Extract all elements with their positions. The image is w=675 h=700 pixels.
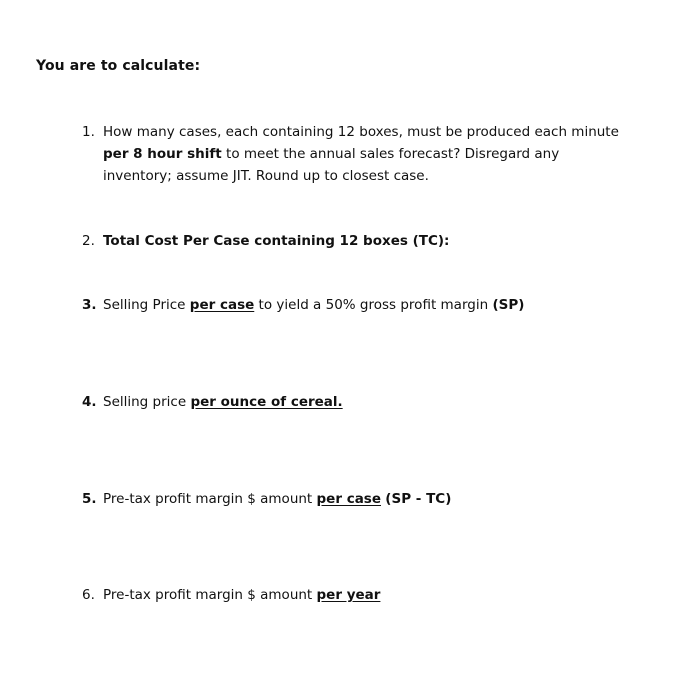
question-4-emphasis: per ounce of cereal. <box>190 394 343 410</box>
question-3-label: (SP) <box>492 297 525 313</box>
question-2-number: 2. <box>82 233 95 249</box>
question-1-line-3: inventory; assume JIT. Round up to closest case. <box>103 168 429 184</box>
question-3-text-a: Selling Price <box>103 297 190 313</box>
question-2 <box>82 230 642 252</box>
question-4 <box>82 391 642 413</box>
question-6-emphasis: per year <box>316 587 381 603</box>
question-3-number: 3. <box>82 297 97 313</box>
question-2-text: Total Cost Per Case containing 12 boxes (TC): <box>103 233 450 249</box>
question-6-text: Pre-tax profit margin $ amount <box>103 587 317 603</box>
question-6 <box>82 584 642 606</box>
question-4-number: 4. <box>82 394 97 410</box>
question-1-text-b: to meet the annual sales forecast? Disregard any <box>221 146 560 162</box>
question-1 <box>82 121 642 187</box>
question-5-text: Pre-tax profit margin $ amount <box>103 491 317 507</box>
question-1-text-a: How many cases, each containing 12 boxes, must be produced each minute <box>103 124 619 140</box>
question-5 <box>82 488 642 510</box>
question-3 <box>82 294 642 316</box>
question-1-number: 1. <box>82 124 95 140</box>
question-5-label: (SP - TC) <box>385 491 452 507</box>
question-4-text: Selling price <box>103 394 191 410</box>
question-5-emphasis: per case <box>316 491 381 507</box>
page-heading: You are to calculate: <box>36 58 201 74</box>
question-1-line-1 <box>82 121 642 143</box>
question-5-number: 5. <box>82 491 97 507</box>
question-1-bold: per 8 hour shift <box>103 146 222 162</box>
question-3-emphasis: per case <box>189 297 255 313</box>
question-6-number: 6. <box>82 587 95 603</box>
question-1-line-2 <box>82 143 642 165</box>
question-3-text-b: to yield a 50% gross profit margin <box>254 297 493 313</box>
